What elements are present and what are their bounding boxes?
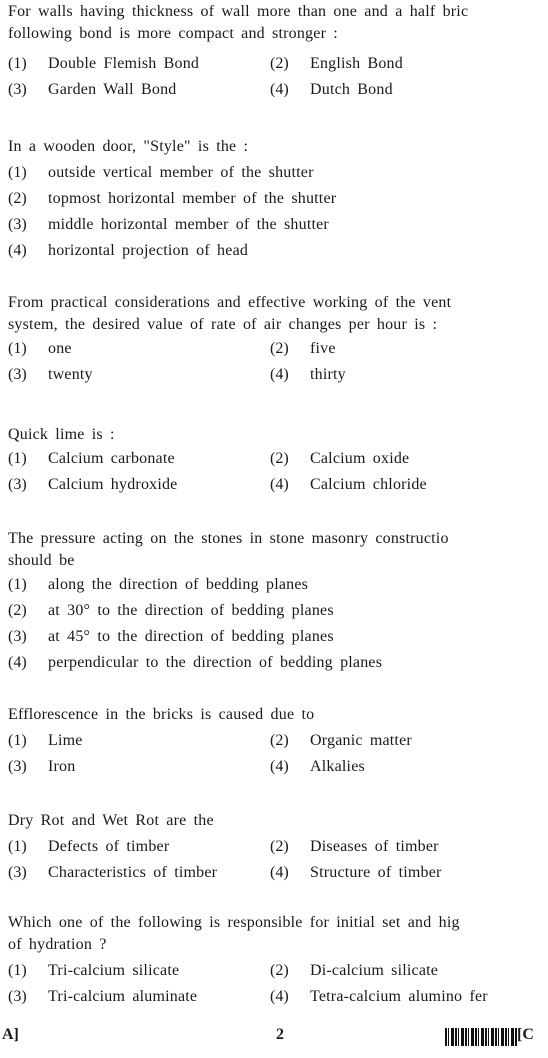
option-text: topmost horizontal member of the shutter <box>48 190 337 207</box>
question-3 <box>8 292 548 386</box>
question-stem-line: following bond is more compact and stronger : <box>8 25 338 42</box>
option-number: (2) <box>270 838 289 855</box>
option-number: (1) <box>8 340 27 357</box>
option-number: (3) <box>8 864 27 881</box>
option-number: (1) <box>8 838 27 855</box>
question-4 <box>8 424 548 496</box>
option-3 <box>8 626 548 648</box>
option-3 <box>8 986 270 1008</box>
booklet-code: A] <box>2 1026 19 1043</box>
question-stem-line: Quick lime is : <box>8 426 115 443</box>
option-text: Diseases of timber <box>310 838 439 855</box>
option-number: (1) <box>8 576 27 593</box>
option-number: (2) <box>270 450 289 467</box>
option-text: Defects of timber <box>48 838 170 855</box>
option-1 <box>8 836 270 858</box>
question-stem-line: Which one of the following is responsible for initial set and hig <box>8 914 460 931</box>
option-number: (4) <box>270 366 289 383</box>
option-number: (1) <box>8 450 27 467</box>
options-grid <box>8 730 548 778</box>
question-stem-line: system, the desired value of rate of air changes per hour is : <box>8 316 438 333</box>
option-4 <box>270 756 540 778</box>
option-text: Calcium oxide <box>310 450 410 467</box>
option-number: (4) <box>8 654 27 671</box>
option-text: Dutch Bond <box>310 81 393 98</box>
option-number: (4) <box>270 864 289 881</box>
question-5 <box>8 528 548 678</box>
page-footer <box>0 1024 534 1054</box>
option-3 <box>8 756 270 778</box>
option-text: Tetra-calcium alumino fer <box>310 988 488 1005</box>
option-number: (1) <box>8 962 27 979</box>
option-3 <box>8 862 270 884</box>
option-text: five <box>310 340 336 357</box>
page-number: 2 <box>276 1026 284 1043</box>
option-number: (4) <box>8 242 27 259</box>
option-number: (3) <box>8 758 27 775</box>
option-number: (4) <box>270 81 289 98</box>
option-2 <box>270 338 540 360</box>
question-8 <box>8 912 548 1008</box>
option-number: (3) <box>8 216 27 233</box>
option-1 <box>8 53 270 75</box>
option-text: Alkalies <box>310 758 365 775</box>
option-text: Tri-calcium silicate <box>48 962 180 979</box>
question-stem-line: Dry Rot and Wet Rot are the <box>8 812 214 829</box>
option-number: (2) <box>8 190 27 207</box>
option-text: Tri-calcium aluminate <box>48 988 198 1005</box>
question-stem-line: should be <box>8 552 75 569</box>
options-grid <box>8 338 548 386</box>
option-3 <box>8 214 548 236</box>
question-stem-line: The pressure acting on the stones in stone masonry constructio <box>8 530 449 547</box>
option-text: Di-calcium silicate <box>310 962 439 979</box>
option-1 <box>8 338 270 360</box>
options-list <box>8 162 548 262</box>
option-number: (3) <box>8 988 27 1005</box>
option-text: Garden Wall Bond <box>48 81 177 98</box>
question-1 <box>8 1 548 101</box>
option-number: (3) <box>8 628 27 645</box>
option-text: Lime <box>48 732 83 749</box>
option-1 <box>8 730 270 752</box>
question-7 <box>8 810 548 884</box>
option-2 <box>270 448 540 470</box>
option-4 <box>270 986 540 1008</box>
option-text: Calcium hydroxide <box>48 476 178 493</box>
option-3 <box>8 474 270 496</box>
option-1 <box>8 574 548 596</box>
options-grid <box>8 53 548 101</box>
option-number: (4) <box>270 758 289 775</box>
option-text: Double Flemish Bond <box>48 55 200 72</box>
option-number: (3) <box>8 366 27 383</box>
option-text: at 45° to the direction of bedding planes <box>48 628 334 645</box>
options-list <box>8 574 548 674</box>
options-grid <box>8 836 548 884</box>
option-number: (2) <box>8 602 27 619</box>
option-4 <box>8 240 548 262</box>
option-number: (2) <box>270 340 289 357</box>
option-2 <box>270 960 540 982</box>
options-grid <box>8 448 548 496</box>
option-text: Calcium carbonate <box>48 450 175 467</box>
question-2 <box>8 136 548 266</box>
barcode <box>445 1028 517 1046</box>
option-text: Iron <box>48 758 76 775</box>
option-number: (1) <box>8 164 27 181</box>
option-number: (1) <box>8 732 27 749</box>
option-text: perpendicular to the direction of bedding planes <box>48 654 383 671</box>
question-6 <box>8 704 548 778</box>
option-2 <box>270 730 540 752</box>
option-2 <box>8 600 548 622</box>
option-text: Organic matter <box>310 732 412 749</box>
option-number: (2) <box>270 962 289 979</box>
options-grid <box>8 960 548 1008</box>
option-text: Structure of timber <box>310 864 442 881</box>
option-1 <box>8 960 270 982</box>
option-text: along the direction of bedding planes <box>48 576 309 593</box>
option-4 <box>270 474 540 496</box>
option-number: (3) <box>8 81 27 98</box>
option-text: middle horizontal member of the shutter <box>48 216 329 233</box>
option-text: English Bond <box>310 55 403 72</box>
option-4 <box>270 79 540 101</box>
option-text: one <box>48 340 72 357</box>
option-2 <box>270 53 540 75</box>
option-number: (3) <box>8 476 27 493</box>
option-1 <box>8 448 270 470</box>
option-text: twenty <box>48 366 93 383</box>
question-stem-line: Efflorescence in the bricks is caused due to <box>8 706 315 723</box>
option-number: (2) <box>270 732 289 749</box>
option-number: (4) <box>270 988 289 1005</box>
option-text: horizontal projection of head <box>48 242 249 259</box>
question-stem-line: of hydration ? <box>8 936 107 953</box>
question-stem-line: From practical considerations and effective working of the vent <box>8 294 452 311</box>
option-3 <box>8 364 270 386</box>
option-number: (1) <box>8 55 27 72</box>
option-4 <box>270 862 540 884</box>
option-text: Characteristics of timber <box>48 864 218 881</box>
option-4 <box>270 364 540 386</box>
option-3 <box>8 79 270 101</box>
option-text: at 30° to the direction of bedding planes <box>48 602 334 619</box>
option-text: outside vertical member of the shutter <box>48 164 314 181</box>
option-text: thirty <box>310 366 346 383</box>
option-1 <box>8 162 548 184</box>
question-stem-line: For walls having thickness of wall more than one and a half bric <box>8 3 469 20</box>
option-2 <box>8 188 548 210</box>
option-2 <box>270 836 540 858</box>
option-text: Calcium chloride <box>310 476 427 493</box>
option-number: (2) <box>270 55 289 72</box>
option-4 <box>8 652 548 674</box>
question-stem-line: In a wooden door, "Style" is the : <box>8 138 249 155</box>
option-number: (4) <box>270 476 289 493</box>
footer-tail-text: [C <box>517 1026 534 1043</box>
